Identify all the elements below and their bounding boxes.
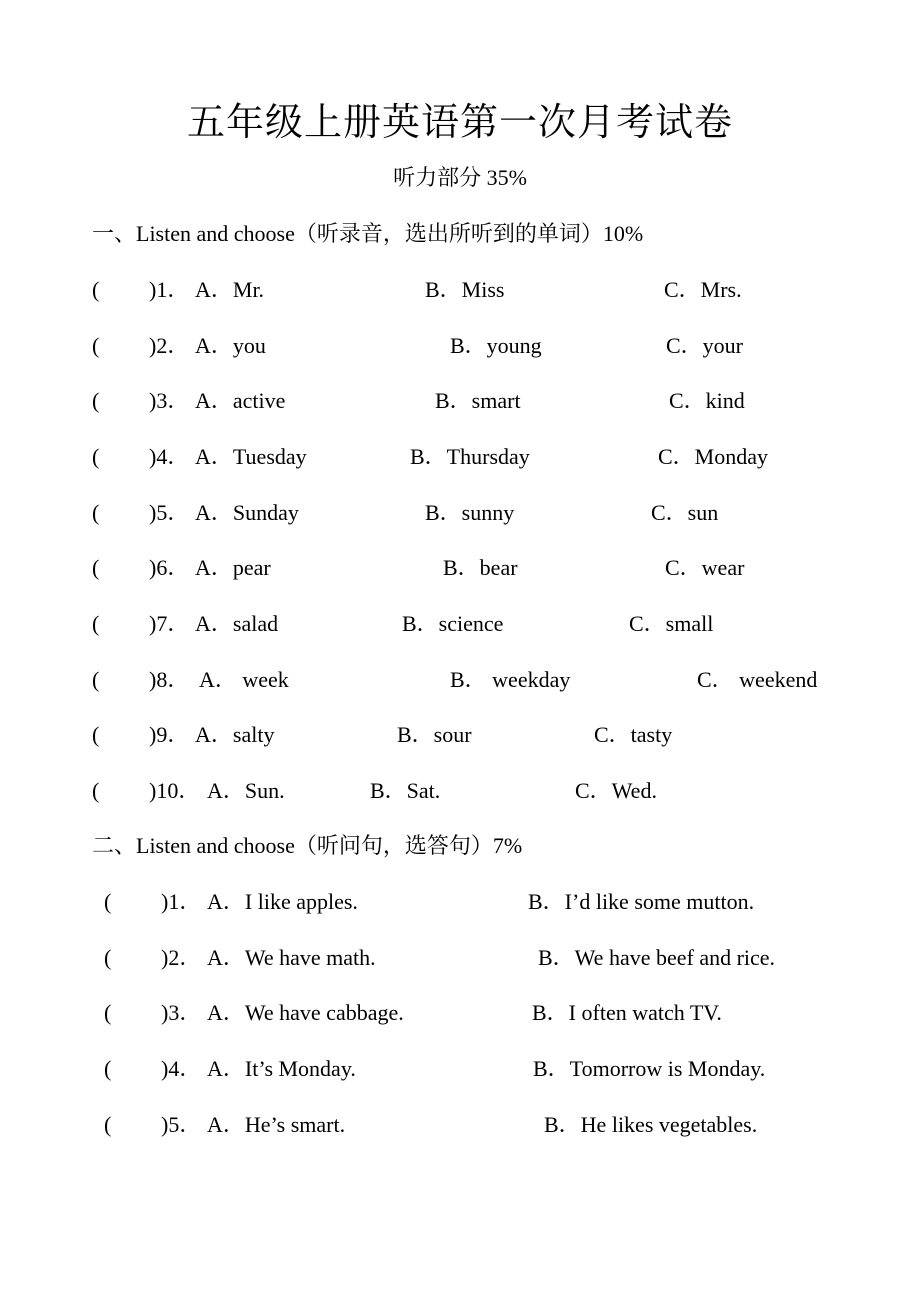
question-number: )3．: [149, 388, 190, 413]
question-number: )6．: [149, 555, 190, 580]
option-b: B．I’d like some mutton.: [528, 889, 755, 914]
option-a: A．Mr.: [195, 277, 265, 302]
question-number: )1．: [149, 277, 190, 302]
option-b: B．Thursday: [410, 444, 530, 469]
s1-question-7: [92, 608, 892, 640]
option-c: C．wear: [665, 555, 745, 580]
option-b: B．We have beef and rice.: [538, 945, 776, 970]
s1-question-5: [92, 497, 892, 529]
option-a: A．It’s Monday.: [207, 1056, 356, 1081]
s1-question-8: [92, 664, 892, 696]
option-b: B．He likes vegetables.: [544, 1112, 758, 1137]
option-a: A．salty: [195, 722, 275, 747]
listening-section-subtitle: 听力部分 35%: [393, 165, 527, 190]
option-c: C． weekend: [697, 667, 818, 692]
option-c: C．Monday: [658, 444, 769, 469]
answer-bracket[interactable]: (: [92, 722, 100, 747]
answer-bracket[interactable]: (: [92, 444, 100, 469]
answer-bracket[interactable]: (: [92, 611, 100, 636]
question-number: )1．: [161, 889, 202, 914]
s1-question-6: [92, 552, 892, 584]
s1-question-2: [92, 330, 892, 362]
s2-question-5: [104, 1109, 904, 1141]
option-a: A．Sunday: [195, 500, 299, 525]
answer-bracket[interactable]: (: [92, 333, 100, 358]
question-number: )2．: [149, 333, 190, 358]
option-c: C．tasty: [594, 722, 673, 747]
question-number: )7．: [149, 611, 190, 636]
option-c: C．sun: [651, 500, 719, 525]
option-b: B．smart: [435, 388, 521, 413]
option-b: B． weekday: [450, 667, 571, 692]
option-b: B．Sat.: [370, 778, 441, 803]
question-number: )8．: [149, 667, 190, 692]
s1-question-1: [92, 274, 892, 306]
answer-bracket[interactable]: (: [104, 1056, 112, 1081]
option-c: C．your: [666, 333, 744, 358]
answer-bracket[interactable]: (: [104, 889, 112, 914]
s1-question-4: [92, 441, 892, 473]
question-number: )4．: [161, 1056, 202, 1081]
s2-question-3: [104, 997, 904, 1029]
answer-bracket[interactable]: (: [92, 277, 100, 302]
question-number: )9．: [149, 722, 190, 747]
option-b: B．Miss: [425, 277, 505, 302]
option-b: B．sunny: [425, 500, 515, 525]
answer-bracket[interactable]: (: [92, 667, 100, 692]
option-b: B．bear: [443, 555, 518, 580]
option-a: A．We have cabbage.: [207, 1000, 404, 1025]
option-a: A．Tuesday: [195, 444, 307, 469]
question-number: )5．: [149, 500, 190, 525]
s1-question-9: [92, 719, 892, 751]
option-a: A．We have math.: [207, 945, 376, 970]
option-c: C．small: [629, 611, 714, 636]
answer-bracket[interactable]: (: [92, 555, 100, 580]
question-number: )2．: [161, 945, 202, 970]
section2-heading: 二、Listen and choose（听问句，选答句）7%: [92, 833, 523, 858]
s2-question-1: [104, 886, 904, 918]
s2-question-2: [104, 942, 904, 974]
option-a: A．salad: [195, 611, 279, 636]
question-number: )4．: [149, 444, 190, 469]
option-c: C．Mrs.: [664, 277, 742, 302]
option-b: B．sour: [397, 722, 472, 747]
section1-heading: 一、Listen and choose（听录音，选出所听到的单词）10%: [92, 221, 644, 246]
exam-title: 五年级上册英语第一次月考试卷: [186, 102, 733, 144]
answer-bracket[interactable]: (: [92, 388, 100, 413]
option-b: B．Tomorrow is Monday.: [533, 1056, 766, 1081]
option-a: A．He’s smart.: [207, 1112, 346, 1137]
option-a: A．I like apples.: [207, 889, 358, 914]
option-a: A． week: [199, 667, 289, 692]
option-b: B．I often watch TV.: [532, 1000, 722, 1025]
option-a: A．pear: [195, 555, 271, 580]
option-c: C．Wed.: [575, 778, 657, 803]
option-a: A．Sun.: [207, 778, 285, 803]
question-number: )5．: [161, 1112, 202, 1137]
s2-question-4: [104, 1053, 904, 1085]
answer-bracket[interactable]: (: [104, 1000, 112, 1025]
s1-question-10: [92, 775, 892, 807]
question-number: )3．: [161, 1000, 202, 1025]
answer-bracket[interactable]: (: [92, 778, 100, 803]
option-a: A．active: [195, 388, 286, 413]
option-c: C．kind: [669, 388, 745, 413]
answer-bracket[interactable]: (: [92, 500, 100, 525]
answer-bracket[interactable]: (: [104, 945, 112, 970]
s1-question-3: [92, 385, 892, 417]
option-b: B．young: [450, 333, 542, 358]
option-b: B．science: [402, 611, 504, 636]
answer-bracket[interactable]: (: [104, 1112, 112, 1137]
question-number: )10．: [149, 778, 201, 803]
option-a: A．you: [195, 333, 266, 358]
